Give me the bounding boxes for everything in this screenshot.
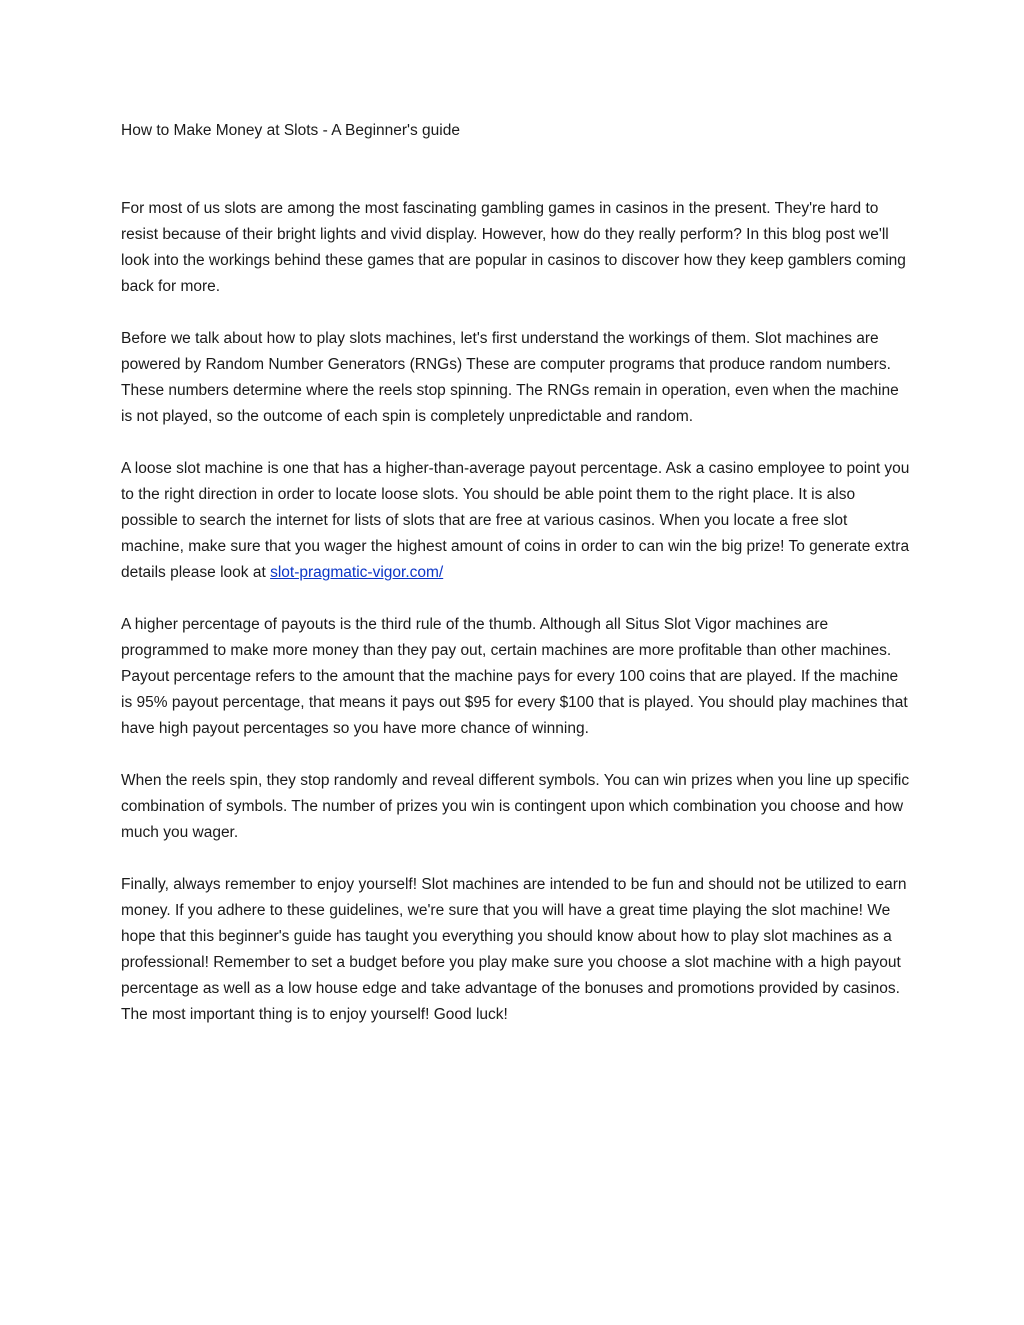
paragraph-intro: For most of us slots are among the most fascinating gambling games in casinos in the present. They're hard to resist because of their bright lights and vivid display. However, how do they really perform? In this blog post we'll look into the workings behind these games that are popular in casinos to discover how they keep gamblers coming back for more. [121,200,906,295]
paragraph-payout: A higher percentage of payouts is the third rule of the thumb. Although all Situs Slot Vigor machines are programmed to make more money than they pay out, certain machines are more profitable than other machines. Payout percentage refers to the amount that the machine pays for every 100 coins that are played. If the machine is 95% payout percentage, that means it pays out $95 for every $100 that is played. You should play machines that have high payout percentages so you have more chance of winning. [121,616,908,737]
paragraph-reels: When the reels spin, they stop randomly and reveal different symbols. You can win prizes when you line up specific combination of symbols. The number of prizes you win is contingent upon which combination you choose and how much you wager. [121,772,910,841]
paragraph-conclusion: Finally, always remember to enjoy yourself! Slot machines are intended to be fun and should not be utilized to earn money. If you adhere to these guidelines, we're sure that you will have a great time playing the slot machine! We hope that this beginner's guide has taught you everything you should know about how to play slot machines as a professional! Remember to set a budget before you play make sure you choose a slot machine with a high payout percentage as well as a low house edge and take advantage of the bonuses and promotions provided by casinos. The most important thing is to enjoy yourself! Good luck! [121,876,907,1023]
paragraph-loose-slots-text: A loose slot machine is one that has a higher-than-average payout percentage. Ask a casino employee to point you to the right direction in order to locate loose slots. You should be able point them to the right place. It is also possible to search the internet for lists of slots that are free at various casinos. When you locate a free slot machine, make sure that you wager the highest amount of coins in order to can win the big prize! To generate extra details please look at [121,460,910,581]
document-page [121,118,911,1054]
slot-site-link[interactable]: slot-pragmatic-vigor.com/ [270,564,444,581]
paragraph-rng: Before we talk about how to play slots machines, let's first understand the workings of them. Slot machines are powered by Random Number Generators (RNGs) These are computer programs that produce random numbers. These numbers determine where the reels stop spinning. The RNGs remain in operation, even when the machine is not played, so the outcome of each spin is completely unpredictable and random. [121,330,899,425]
paragraph-loose-slots [121,456,911,586]
page-title: How to Make Money at Slots - A Beginner's guide [121,122,460,139]
